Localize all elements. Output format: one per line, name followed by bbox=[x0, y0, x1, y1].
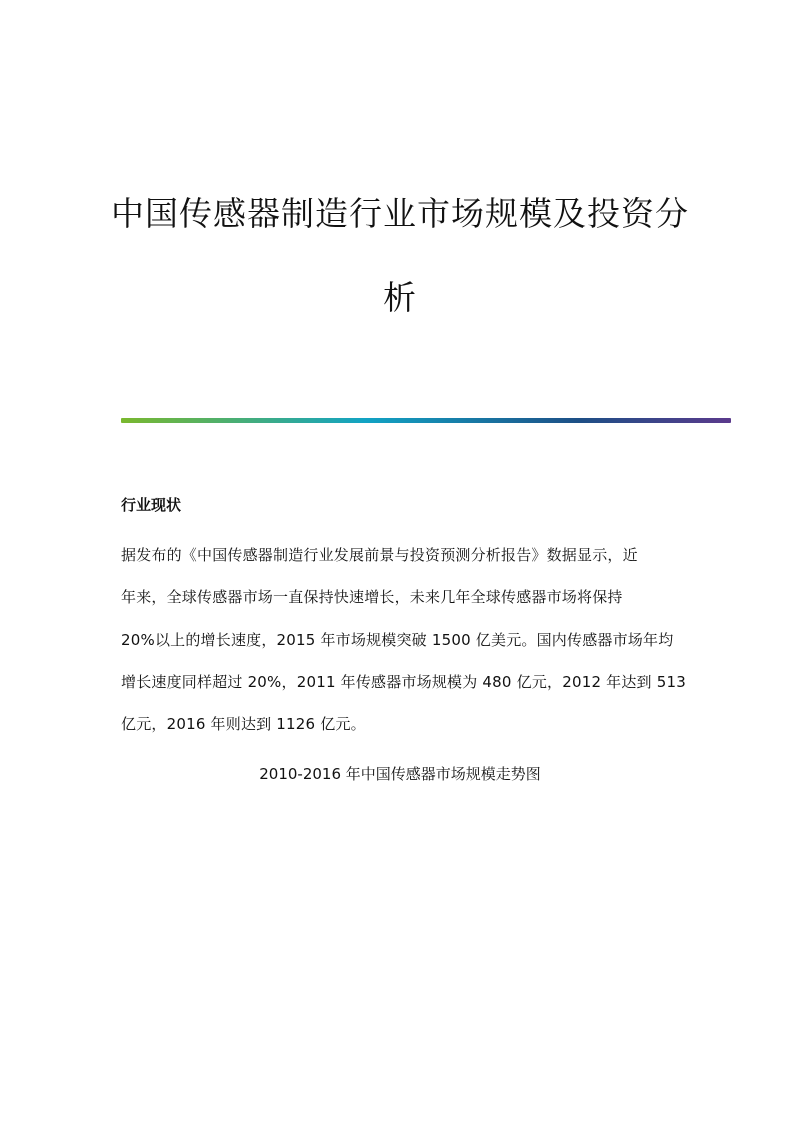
paragraph-line: 20%以上的增长速度，2015 年市场规模突破 1500 亿美元。国内传感器市场年均 bbox=[121, 631, 674, 649]
figure-caption: 2010-2016 年中国传感器市场规模走势图 bbox=[259, 765, 541, 783]
section-heading: 行业现状 bbox=[121, 496, 182, 514]
paragraph-line: 据发布的《中国传感器制造行业发展前景与投资预测分析报告》数据显示，近 bbox=[121, 546, 638, 564]
paragraph-line: 增长速度同样超过 20%，2011 年传感器市场规模为 480 亿元，2012 年达到 513 bbox=[121, 673, 686, 691]
paragraph-line: 年来，全球传感器市场一直保持快速增长，未来几年全球传感器市场将保持 bbox=[121, 588, 623, 606]
gradient-divider bbox=[121, 418, 731, 423]
document-title-line-1: 中国传感器制造行业市场规模及投资分 bbox=[111, 194, 689, 233]
paragraph-line: 亿元，2016 年则达到 1126 亿元。 bbox=[121, 715, 366, 733]
document-title-line-2: 析 bbox=[383, 278, 417, 317]
